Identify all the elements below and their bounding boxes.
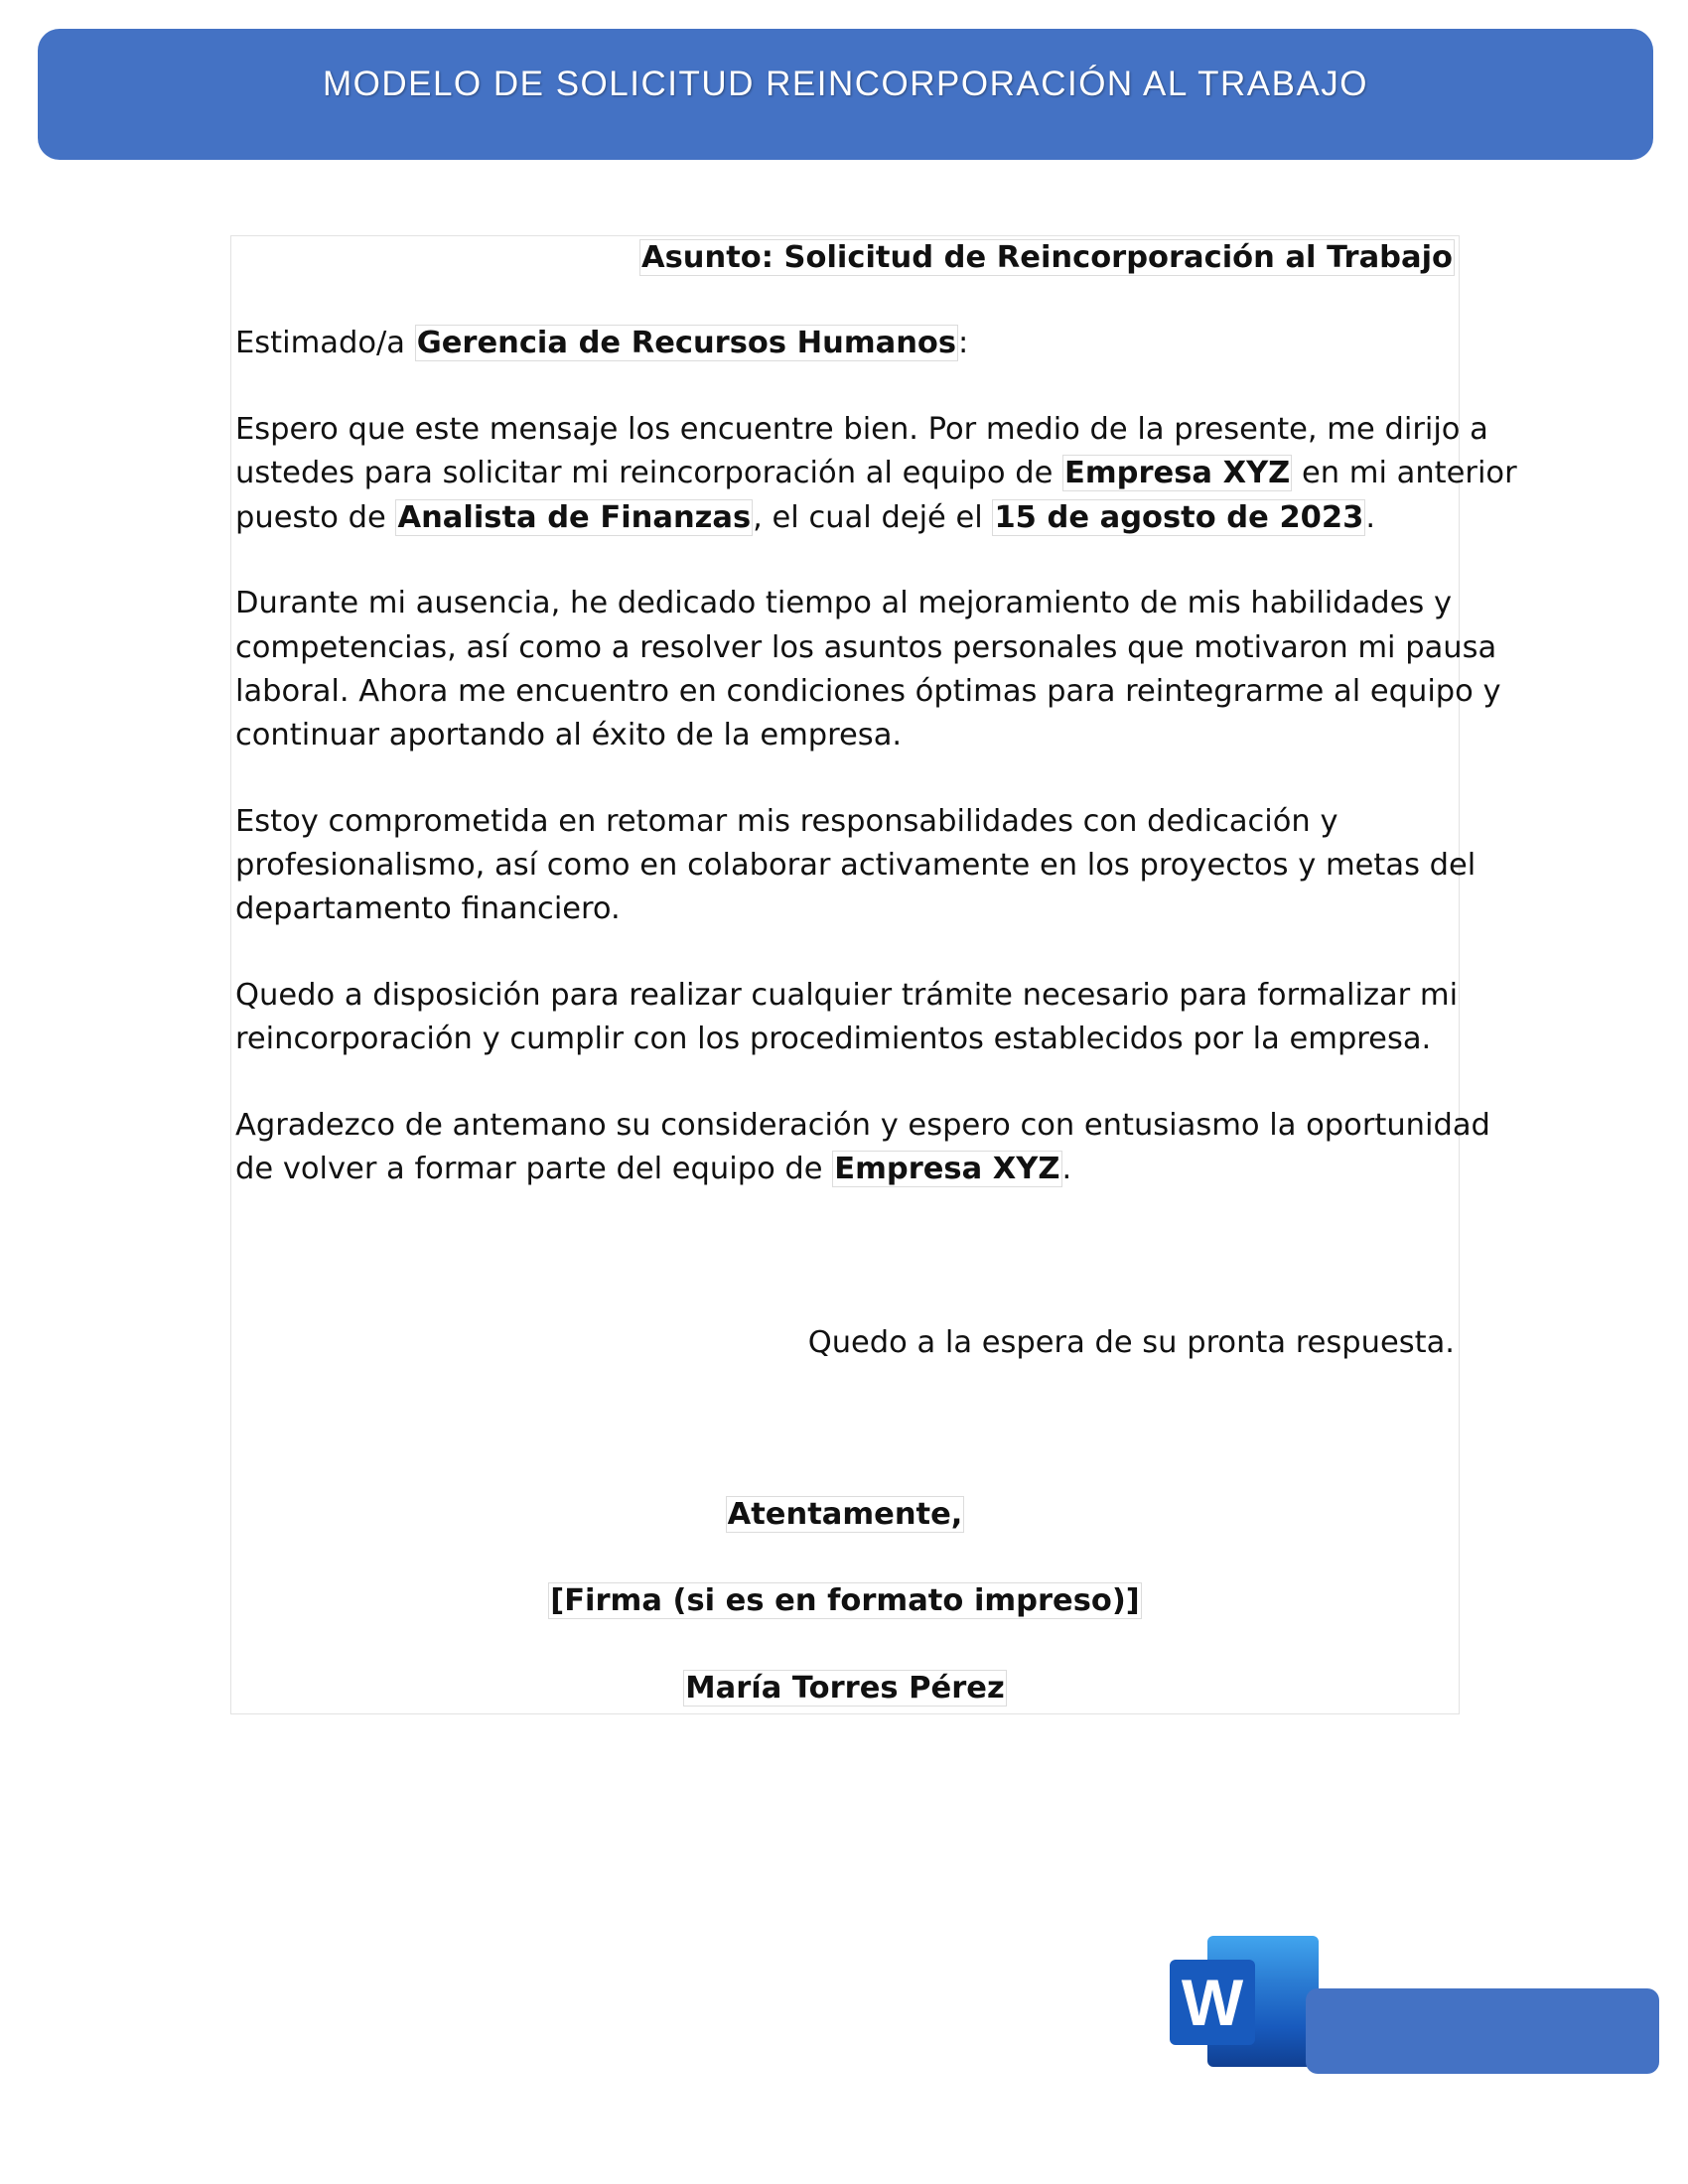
sender-name-text: María Torres Pérez <box>685 1671 1005 1706</box>
closing-line: Quedo a la espera de su pronta respuesta. <box>807 1325 1455 1360</box>
footer-logos <box>1170 1936 1666 2085</box>
paragraph-line: Durante mi ausencia, he dedicado tiempo al mejoramiento de mis habilidades y <box>235 586 1453 620</box>
farewell-text: Atentamente, <box>727 1497 963 1532</box>
text-span: ustedes para solicitar mi reincorporación al equipo de <box>235 456 1063 490</box>
website-badge-icon <box>1306 1988 1659 2074</box>
company-name: Empresa XYZ <box>1064 456 1291 490</box>
text-span: . <box>1061 1152 1072 1186</box>
paragraph-line: Agradezco de antemano su consideración y espero con entusiasmo la oportunidad <box>235 1108 1490 1143</box>
paragraph-line: laboral. Ahora me encuentro en condiciones óptimas para reintegrarme al equipo y <box>235 674 1501 709</box>
page-title: MODELO DE SOLICITUD REINCORPORACIÓN AL TRABAJO <box>322 65 1369 103</box>
paragraph-line: Estoy comprometida en retomar mis responsabilidades con dedicación y <box>235 804 1338 839</box>
text-span: puesto de <box>235 500 396 535</box>
subject: Asunto: Solicitud de Reincorporación al Trabajo <box>641 240 1453 275</box>
paragraph-line: competencias, así como a resolver los asuntos personales que motivaron mi pausa <box>235 630 1497 665</box>
paragraph-line: Espero que este mensaje los encuentre bien. Por medio de la presente, me dirijo a <box>235 412 1488 447</box>
leave-date: 15 de agosto de 2023 <box>994 500 1364 535</box>
paragraph-line: continuar aportando al éxito de la empresa. <box>235 718 903 752</box>
signature-placeholder <box>235 1583 1455 1618</box>
subject-line <box>235 240 1455 275</box>
paragraph-line: reincorporación y cumplir con los procedimientos establecidos por la empresa. <box>235 1022 1432 1056</box>
paragraph-line <box>235 1152 1455 1186</box>
paragraph-line: Quedo a disposición para realizar cualquier trámite necesario para formalizar mi <box>235 978 1459 1013</box>
signature-text: [Firma (si es en formato impreso)] <box>550 1583 1140 1618</box>
text-span: de volver a formar parte del equipo de <box>235 1152 833 1186</box>
paragraph-line <box>235 456 1517 490</box>
text-span: . <box>1365 500 1376 535</box>
greeting-prefix: Estimado/a <box>235 326 415 360</box>
letter-body <box>230 235 1517 1714</box>
paragraph-line: departamento financiero. <box>235 891 621 926</box>
text-span: en mi anterior <box>1292 456 1517 490</box>
greeting-suffix: : <box>958 326 969 360</box>
paragraph-line: profesionalismo, así como en colaborar activamente en los proyectos y metas del <box>235 848 1477 883</box>
header-banner <box>38 29 1653 160</box>
position-name: Analista de Finanzas <box>397 500 752 535</box>
sender-name <box>235 1671 1455 1706</box>
word-logo-letter: W <box>1170 1960 1255 2045</box>
text-span: , el cual dejé el <box>753 500 993 535</box>
recipient: Gerencia de Recursos Humanos <box>416 326 957 360</box>
greeting <box>235 326 1455 360</box>
paragraph-line <box>235 500 1455 535</box>
farewell <box>235 1497 1455 1532</box>
company-name: Empresa XYZ <box>834 1152 1060 1186</box>
